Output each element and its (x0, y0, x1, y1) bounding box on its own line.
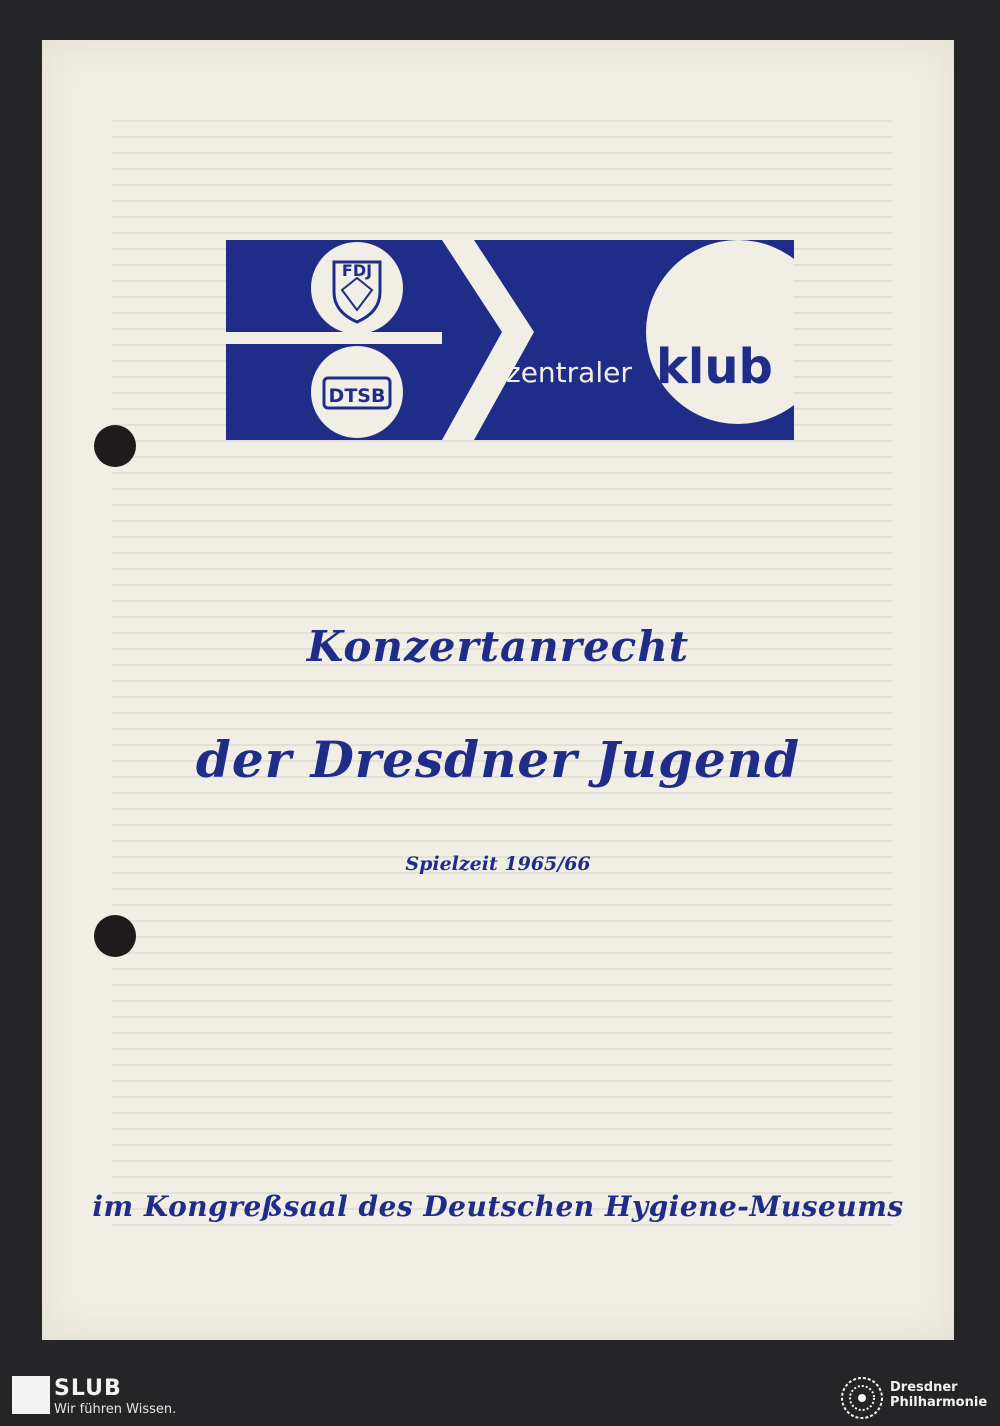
fdj-badge-icon (311, 242, 403, 334)
philharmonie-logo-icon (840, 1376, 884, 1420)
program-title-line1: Konzertanrecht (306, 622, 690, 671)
svg-text:FDJ: FDJ (341, 261, 373, 280)
season-label: Spielzeit 1965/66 (405, 853, 591, 875)
venue-line: im Kongreßsaal des Deutschen Hygiene-Museums (92, 1190, 904, 1223)
program-page (42, 40, 954, 1340)
svg-text:zentraler: zentraler (506, 356, 632, 389)
zentraler-klub-logo (226, 240, 794, 440)
slub-logo-icon (12, 1376, 50, 1414)
library-name: SLUB (54, 1376, 122, 1401)
punch-hole-top (94, 425, 136, 467)
partner-name: Dresdner Philharmonie (890, 1380, 988, 1410)
library-tagline: Wir führen Wissen. (54, 1402, 177, 1417)
svg-text:klub: klub (656, 339, 773, 395)
footer-bar (0, 1366, 1000, 1426)
program-title-line2: der Dresdner Jugend (195, 730, 801, 789)
punch-hole-bottom (94, 915, 136, 957)
svg-text:DTSB: DTSB (328, 385, 386, 407)
